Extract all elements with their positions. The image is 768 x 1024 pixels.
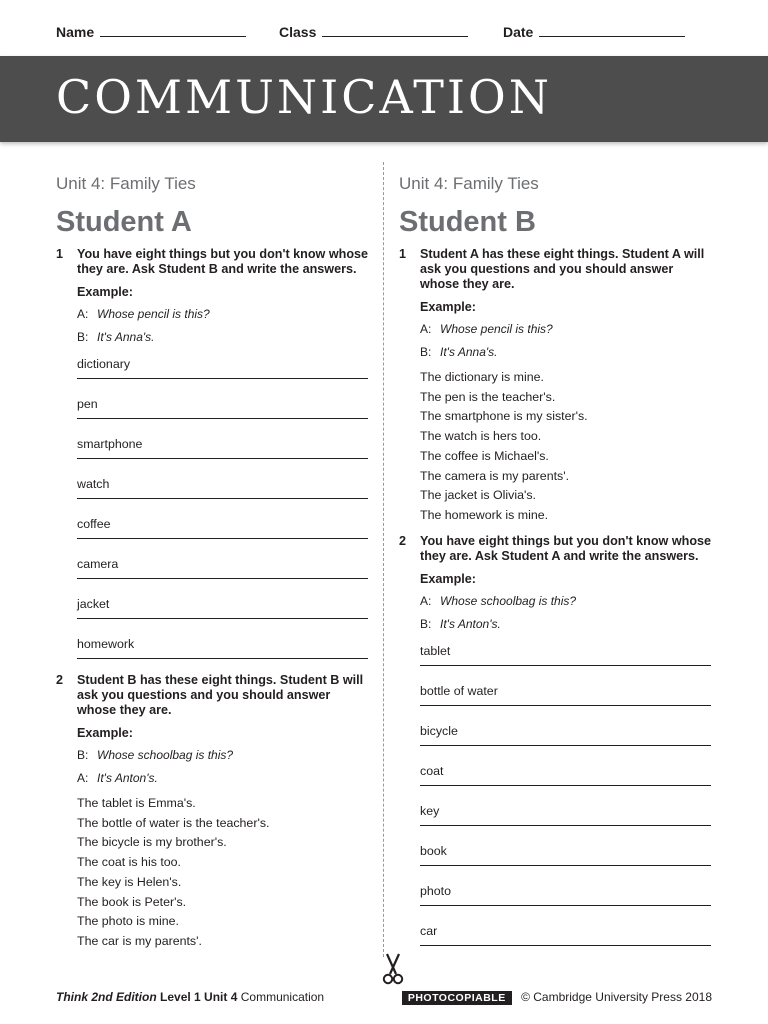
answer-item[interactable]: [420, 840, 711, 866]
example-question-text: Whose schoolbag is this?: [440, 593, 577, 608]
task-number: 2: [56, 673, 64, 687]
task-text: You have eight things but you don't know whose they are. Ask Student A and write the answers.: [420, 533, 712, 563]
cut-line: [383, 162, 384, 957]
item-label: smartphone: [77, 437, 143, 451]
answer-item[interactable]: [420, 640, 711, 666]
class-line: [322, 22, 468, 37]
example-answer: [399, 617, 711, 631]
statement: The dictionary is mine.: [420, 370, 544, 384]
speaker-label: A:: [77, 771, 89, 785]
answer-item[interactable]: [420, 800, 711, 826]
book-title: Think 2nd Edition: [56, 990, 157, 1004]
name-line: [100, 22, 246, 37]
example-label: Example:: [77, 285, 133, 299]
task-text: You have eight things but you don't know whose they are. Ask Student B and write the answers.: [77, 247, 369, 276]
example-answer-text: It's Anna's.: [440, 345, 498, 359]
statement: The pen is the teacher's.: [420, 389, 556, 404]
page-footer: [56, 990, 712, 1008]
statement: The coat is his too.: [77, 855, 181, 870]
class-field[interactable]: [279, 22, 468, 40]
answer-item[interactable]: [420, 720, 711, 746]
item-label: homework: [77, 637, 135, 651]
statement: The smartphone is my sister's.: [420, 409, 588, 424]
item-label: bicycle: [420, 723, 458, 738]
item-label: car: [420, 923, 438, 938]
name-field[interactable]: [56, 22, 246, 40]
example-answer-text: It's Anton's.: [440, 616, 501, 631]
statement: The jacket is Olivia's.: [420, 488, 536, 503]
student-a-title: Student A: [56, 206, 192, 238]
answer-item[interactable]: [420, 680, 711, 706]
example-label: Example:: [420, 300, 476, 314]
item-label: tablet: [420, 643, 451, 658]
task-number: 1: [56, 247, 64, 261]
class-label: Class: [279, 24, 317, 40]
level-unit: Level 1 Unit 4: [160, 990, 238, 1004]
answer-item[interactable]: [420, 760, 711, 786]
example-question: [56, 307, 368, 321]
photocopiable-badge: PHOTOCOPIABLE: [402, 991, 512, 1005]
speaker-label: B:: [77, 330, 89, 344]
statement: The car is my parents'.: [77, 933, 202, 948]
statement: The key is Helen's.: [77, 874, 182, 889]
answer-item[interactable]: [77, 513, 368, 539]
example-answer: [56, 330, 368, 344]
example-question: [399, 594, 711, 608]
example-question: [399, 322, 711, 336]
statement: The watch is hers too.: [420, 429, 542, 444]
section-name: Communication: [240, 990, 325, 1004]
example-label: Example:: [77, 726, 133, 740]
speaker-label: B:: [420, 345, 432, 359]
example-question-text: Whose schoolbag is this?: [97, 748, 234, 762]
answer-item[interactable]: [77, 353, 368, 379]
speaker-label: B:: [420, 616, 432, 631]
example-answer-text: It's Anton's.: [97, 771, 158, 785]
item-label: photo: [420, 883, 452, 898]
task-instruction: [56, 247, 368, 277]
answer-item[interactable]: [77, 473, 368, 499]
speaker-label: A:: [77, 307, 89, 321]
date-line: [539, 22, 685, 37]
task-instruction: [56, 673, 368, 718]
statement: The book is Peter's.: [77, 894, 187, 909]
statement: The tablet is Emma's.: [77, 796, 196, 810]
item-label: coffee: [77, 517, 111, 531]
student-a-column: [56, 170, 368, 952]
example-answer: [56, 771, 368, 785]
statement: The coffee is Michael's.: [420, 448, 549, 463]
item-label: key: [420, 803, 440, 818]
item-label: dictionary: [77, 357, 131, 371]
example-label: Example:: [420, 571, 476, 586]
answer-item[interactable]: [77, 433, 368, 459]
name-label: Name: [56, 24, 95, 40]
task-text: Student A has these eight things. Student A will ask you questions and you should answer whose they are.: [420, 247, 705, 291]
speaker-label: B:: [77, 748, 89, 762]
answer-item[interactable]: [77, 553, 368, 579]
answer-item[interactable]: [420, 880, 711, 906]
statement: The camera is my parents'.: [420, 468, 570, 483]
page-title: COMMUNICATION: [56, 70, 553, 124]
item-label: camera: [77, 557, 119, 571]
footer-copyright: [402, 990, 712, 1004]
task-instruction: [399, 534, 711, 564]
example-question: [56, 748, 368, 762]
unit-heading: Unit 4: Family Ties: [56, 174, 196, 193]
answer-item[interactable]: [420, 920, 711, 946]
statement: The photo is mine.: [77, 914, 179, 929]
task-text: Student B has these eight things. Student B will ask you questions and you should answer whose they are.: [77, 673, 364, 717]
copyright-text: © Cambridge University Press 2018: [521, 990, 712, 1004]
item-label: bottle of water: [420, 683, 498, 698]
title-banner: [0, 56, 768, 142]
spacer: [399, 526, 711, 534]
example-question-text: Whose pencil is this?: [97, 307, 210, 321]
task-instruction: [399, 247, 711, 292]
unit-heading: Unit 4: Family Ties: [399, 174, 539, 193]
date-label: Date: [503, 24, 534, 40]
student-b-column: [399, 170, 711, 960]
item-label: book: [420, 843, 447, 858]
task-number: 2: [399, 533, 407, 548]
answer-item[interactable]: [77, 633, 368, 659]
item-label: jacket: [77, 597, 110, 611]
speaker-label: A:: [420, 322, 432, 336]
task-number: 1: [399, 247, 407, 261]
statement: The bicycle is my brother's.: [77, 835, 227, 850]
item-label: pen: [77, 397, 98, 411]
example-question-text: Whose pencil is this?: [440, 322, 553, 336]
footer-book-info: [56, 990, 324, 1004]
example-answer-text: It's Anna's.: [97, 330, 155, 344]
statement: The bottle of water is the teacher's.: [77, 815, 270, 830]
speaker-label: A:: [420, 593, 432, 608]
item-label: coat: [420, 763, 444, 778]
item-label: watch: [77, 477, 110, 491]
answer-item[interactable]: [77, 593, 368, 619]
date-field[interactable]: [503, 22, 685, 40]
student-info-fields: [56, 22, 696, 46]
example-answer: [399, 345, 711, 359]
answer-item[interactable]: [77, 393, 368, 419]
student-b-title: Student B: [399, 206, 536, 238]
statement: The homework is mine.: [420, 507, 549, 522]
